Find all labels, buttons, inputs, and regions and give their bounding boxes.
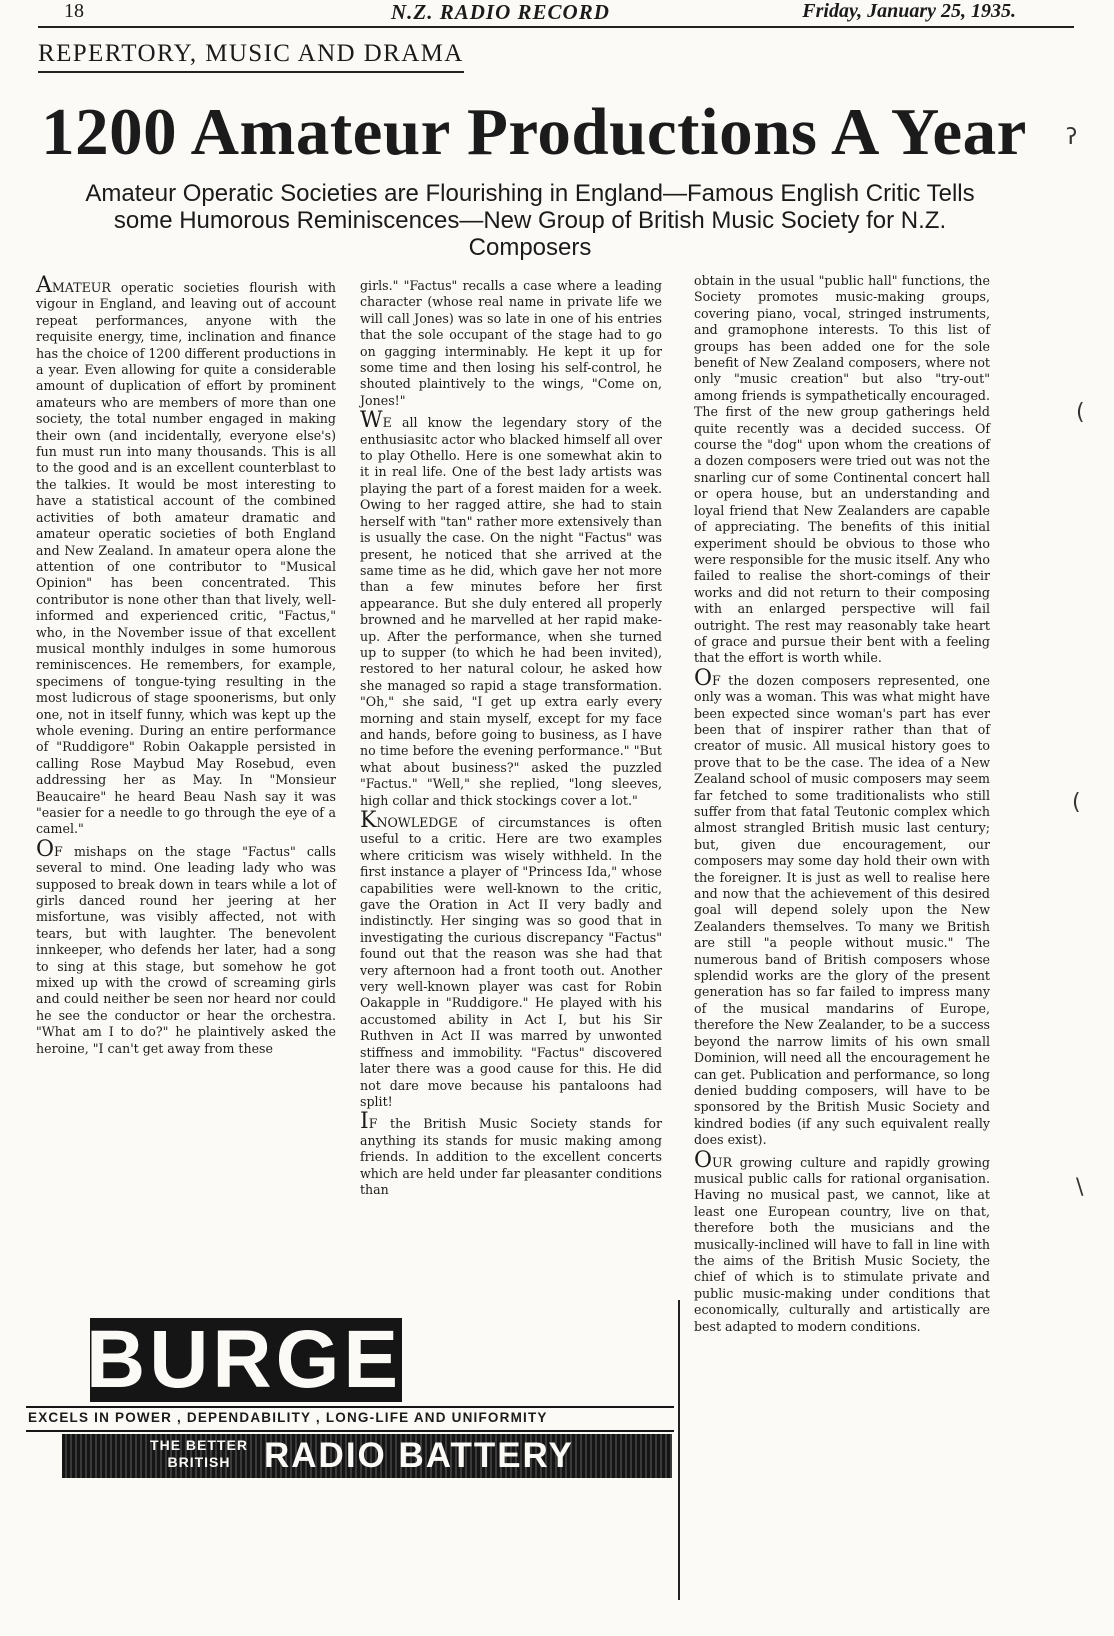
paragraph <box>360 1109 662 1198</box>
paragraph-text: F mishaps on the stage "Factus" calls several to mind. One leading lady who was supposed to break down in tears while a lot of girls danced round her jeering at her misfortune, was visibly affected, not with tears, but with laughter. The benevolent innkeeper, who defends her later, had a song to sing at this stage, but somehow he got mixed up with the crowd of screaming girls and could neither be seen nor heard nor could he see the conductor or hear the orchestra. "What am I to do?" he plaintively asked the heroine, "I can't get away from these <box>36 843 336 1056</box>
paragraph-text: MATEUR operatic societies flourish with vigour in England, and leaving out of account repeat performances, anyone with the requisite energy, time, inclination and finance has the choice of 1200 different productions in a year. Even allowing for quite a considerable amount of duplication of effort by prominent amateurs who are members of more than one society, the total number engaged in making their own (and incidentally, everyone else's) fun must run into many thousands. This is all to the good and is an excellent counterblast to the talkies. It would be most interesting to have a statistical account of the combined activities of both amateur dramatic and amateur operatic societies of both England and New Zealand. In amateur opera alone the attention of one contributor to "Musical Opinion" has been concentrated. This contributor is none other than that lively, well-informed and experienced critic, "Factus," who, in the November issue of that excellent musical monthly indulges in some humorous reminiscences. He remembers, for example, specimens of tongue-tying resulting in the most ludicrous of stage spoonerisms, but only one, not in itself funny, which was kept up the whole evening. During an entire performance of "Ruddigore" Robin Oakapple persisted in calling Rose Maybud May Rosebud, even addressing her as May. In "Monsieur Beaucaire" he heard Beau Nash say it was "easier for a needle to go through the eye of a camel." <box>36 280 336 837</box>
subheadline: Amateur Operatic Societies are Flourishing in England—Famous English Critic Tells some Humorous Reminiscences—New Group of British Music Society for N.Z. Composers <box>85 180 975 261</box>
paragraph <box>694 665 990 1149</box>
paragraph-text: girls." "Factus" recalls a case where a leading character (whose real name in private life we will call Jones) was so late in one of his entries that the sole occupant of the stage had to go on gagging interminably. He kept it up for some time and then losing his self-control, he shouted plaintively to the wings, "Come on, Jones!" <box>360 278 662 408</box>
drop-cap: A <box>36 273 52 298</box>
page-number: 18 <box>64 0 84 22</box>
ad-rule <box>26 1430 674 1432</box>
drop-cap: I <box>360 1109 369 1135</box>
article-column-3 <box>694 273 990 1339</box>
drop-cap: K <box>360 808 377 833</box>
scan-edge-mark-icon: ( <box>1072 790 1081 815</box>
burgess-advertisement <box>26 1306 666 1496</box>
scan-edge-mark-icon: ( <box>1076 400 1085 425</box>
paragraph <box>36 836 336 1057</box>
section-title: REPERTORY, MUSIC AND DRAMA <box>38 40 464 73</box>
drop-cap: W <box>360 408 383 434</box>
headline: 1200 Amateur Productions A Year <box>41 95 1027 169</box>
paragraph-text: E all know the legendary story of the enthusiasitc actor who blacked himself all over to play Othello. Here is one somewhat akin to it in real life. One of the best lady artists was playing the part of a forest maiden for a week. Owing to her ragged attire, she had to stain herself with "tan" rather more extensively than is usually the case. On the night "Factus" was present, he noticed that she arrived at the same time as he did, which gave her not more than a few minutes before her first appearance. But she duly entered all properly browned and he marvelled at her rapid make-up. After the performance, when she turned up to supper (to which he had been invited), restored to her natural colour, he asked how she managed so rapid a stage transformation. "Oh," she said, "I get up extra early every morning and stain myself, except for my face and hands, before going to business, as I have no time before the evening performance." "But what about business?" asked the puzzled "Factus." "Well," she replied, "long sleeves, high collar and thick stockings cover a lot." <box>360 415 662 808</box>
ad-product: RADIO BATTERY <box>264 1436 574 1475</box>
paragraph-text: NOWLEDGE of circumstances is often useful to a critic. Here are two examples where criticism was wisely withheld. In the first instance a player of "Princess Ida," whose capabilities were well-known to the critic, gave the Oration in Act II very badly and indistinctly. Her singing was so good that in investigating the curious discrepancy "Factus" found out that the reason was she had that very afternoon had a front tooth out. Another very well-known player was cast for Robin Oakapple in "Ruddigore." He played with his accustomed ability in Act I, but his Sir Ruthven in Act II was marred by unwonted stiffness and immobility. "Factus" discovered later there was a good cause for this. He did not dare move because his pantaloons had split! <box>360 815 662 1109</box>
drop-cap: O <box>694 665 713 691</box>
article-column-2 <box>360 278 662 1202</box>
ad-rule <box>26 1406 674 1408</box>
paragraph-text: UR growing culture and rapidly growing musical public calls for rational organisation. Having no musical past, we cannot, like at least one European country, live on that, therefore both the musicians and the musically-inclined will have to fall in line with the aims of the British Music Society, the chief of which is to stimulate private and public music-making under conditions that economically, culturally and artistically are best adapted to modern conditions. <box>694 1154 990 1334</box>
paragraph <box>360 408 662 809</box>
masthead: N.Z. RADIO RECORD <box>391 0 610 24</box>
scan-edge-mark-icon: ʔ <box>1066 125 1078 150</box>
paragraph <box>360 808 662 1110</box>
ad-tagline: THE BETTER BRITISH <box>150 1437 248 1470</box>
paragraph-text: obtain in the usual "public hall" functions, the Society promotes music-making groups, covering piano, vocal, stringed instruments, and gramophone interests. To this list of groups has been added one for the sole benefit of New Zealand composers, where not only "music creation" but also "try-out" among friends is sympathetically encouraged. The first of the new group gatherings held quite recently was a decided success. Of course the "dog" upon whom the creations of a dozen composers were tried out was not the snarling cur of some Continental concert hall or opera house, but an understanding and loyal friend that New Zealanders are capable of appreciating. The benefits of this initial experiment should be obvious to those who were responsible for the music itself. Any who failed to realise the short-comings of their works and did not return to their composing with an enlarged perspective will fail outright. The rest may reasonably take heart of grace and pursue their bent with a feeling that the effort is worth while. <box>694 273 990 666</box>
paragraph <box>360 278 662 409</box>
drop-cap: O <box>694 1147 713 1173</box>
issue-date: Friday, January 25, 1935. <box>802 0 1016 22</box>
drop-cap: O <box>36 836 55 862</box>
column-rule <box>678 1300 680 1600</box>
paragraph-text: F the dozen composers represented, one only was a woman. This was what might have been expected since woman's part has ever been that of inspirer rather than that of creator of music. All musical history goes to prove that to be the case. The idea of a New Zealand school of music composers may seem far fetched to some traditionalists who still suffer from that fatal Teutonic complex which almost strangled British music last century; but, given due encouragement, our composers may some day hold their own with the foreigner. It is just as well to realise here and now that the achievement of this desired goal will depend solely upon the New Zealanders themselves. To many we British are still "a people without music." The numerous band of British composers whose splendid works are the glory of the present generation has so far failed to impress many of the musical mandarins of Europe, therefore the New Zealander, to be a success beyond the narrow limits of his own small Dominion, will need all the encouragement he can get. Publication and performance, so long denied budding composers, will have to be sponsored by the British Music Society and kindred bodies (if any such equivalent really does exist). <box>694 672 990 1148</box>
ad-slogan: EXCELS IN POWER , DEPENDABILITY , LONG-LIFE AND UNIFORMITY <box>28 1410 548 1425</box>
paragraph <box>694 273 990 667</box>
paragraph-text: F the British Music Society stands for anything its stands for music making among friends. In addition to the excellent concerts which are held under far pleasanter conditions than <box>360 1116 662 1197</box>
paragraph <box>36 273 336 838</box>
ad-brand: BURGESS <box>86 1314 520 1405</box>
article-column-1 <box>36 273 336 1061</box>
page-header <box>38 0 1074 28</box>
scan-edge-mark-icon: \ <box>1076 1175 1084 1200</box>
paragraph <box>694 1147 990 1335</box>
